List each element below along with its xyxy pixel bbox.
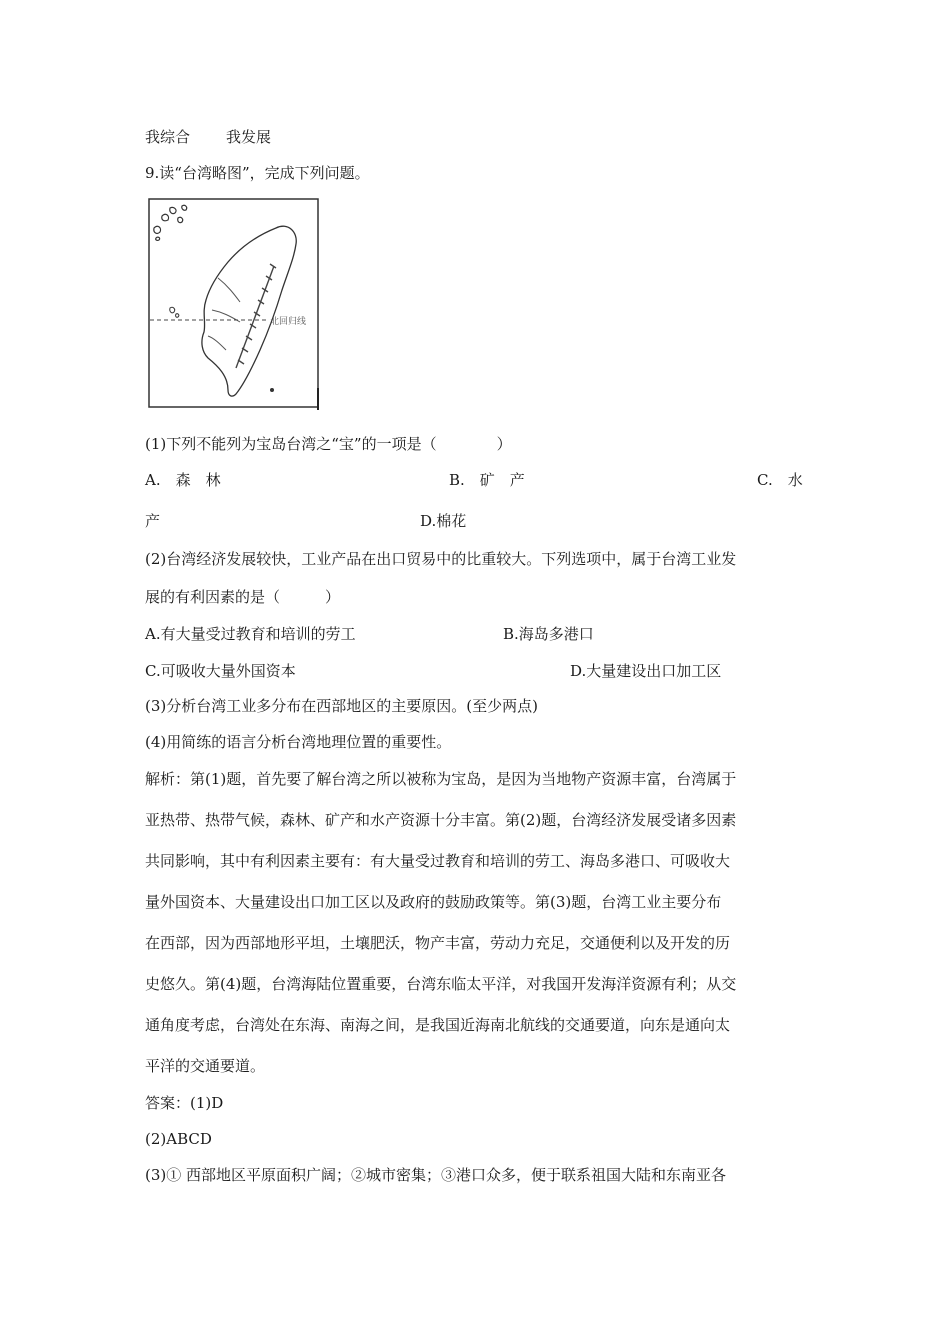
q1-option-c-cont: 产 (145, 512, 161, 530)
q1-option-b[interactable]: B. 矿 产 (449, 471, 525, 489)
answer-3: (3)① 西部地区平原面积广阔；②城市密集；③港口众多，便于联系祖国大陆和东南亚各 (145, 1166, 727, 1184)
q2-option-c[interactable]: C.可吸收大量外国资本 (145, 662, 296, 680)
analysis-line: 亚热带、热带气候，森林、矿产和水产资源十分丰富。第(2)题，台湾经济发展受诸多因素 (145, 811, 737, 829)
northern-islands (154, 205, 187, 240)
section-heading-part2: 我发展 (226, 128, 272, 146)
q1-text: (1)下列不能列为宝岛台湾之“宝”的一项是（ ） (145, 435, 512, 453)
q4-text: (4)用简练的语言分析台湾地理位置的重要性。 (145, 733, 452, 751)
penghu-islands (170, 307, 179, 317)
answer-1: 答案：(1)D (145, 1094, 224, 1112)
analysis-line: 平洋的交通要道。 (145, 1057, 266, 1075)
taiwan-map-figure (148, 198, 320, 410)
analysis-line: 史悠久。第(4)题，台湾海陆位置重要，台湾东临太平洋，对我国开发海洋资源有利；从交 (145, 975, 737, 993)
section-heading (145, 127, 271, 147)
q2-option-d[interactable]: D.大量建设出口加工区 (570, 662, 722, 680)
section-heading-part1: 我综合 (145, 128, 191, 146)
analysis-line: 共同影响，其中有利因素主要有：有大量受过教育和培训的劳工、海岛多港口、可吸收大 (145, 852, 731, 870)
q2-text-2: 展的有利因素的是（ ） (145, 588, 341, 606)
analysis-line: 通角度考虑，台湾处在东海、南海之间，是我国近海南北航线的交通要道，向东是通向太 (145, 1016, 731, 1034)
q1-option-a[interactable]: A. 森 林 (145, 471, 221, 489)
green-island (270, 388, 274, 392)
q1-option-c[interactable]: C. 水 (757, 471, 803, 489)
q2-option-a[interactable]: A.有大量受过教育和培训的劳工 (145, 625, 356, 643)
q3-text: (3)分析台湾工业多分布在西部地区的主要原因。(至少两点) (145, 697, 538, 715)
q1-option-d[interactable]: D.棉花 (420, 512, 467, 530)
question-stem: 9.读“台湾略图”，完成下列问题。 (145, 164, 370, 182)
q2-text-1: (2)台湾经济发展较快，工业产品在出口贸易中的比重较大。下列选项中，属于台湾工业发 (145, 550, 737, 568)
taiwan-sketch-map (148, 198, 320, 410)
rivers (208, 278, 240, 350)
analysis-line: 在西部，因为西部地形平坦，土壤肥沃，物产丰富，劳动力充足，交通便利以及开发的历 (145, 934, 731, 952)
analysis-line: 解析：第(1)题，首先要了解台湾之所以被称为宝岛，是因为当地物产资源丰富，台湾属于 (145, 770, 737, 788)
q2-option-b[interactable]: B.海岛多港口 (503, 625, 594, 643)
analysis-line: 量外国资本、大量建设出口加工区以及政府的鼓励政策等。第(3)题，台湾工业主要分布 (145, 893, 722, 911)
answer-2: (2)ABCD (145, 1130, 212, 1148)
tropic-of-cancer-label: 北回归线 (270, 316, 307, 326)
